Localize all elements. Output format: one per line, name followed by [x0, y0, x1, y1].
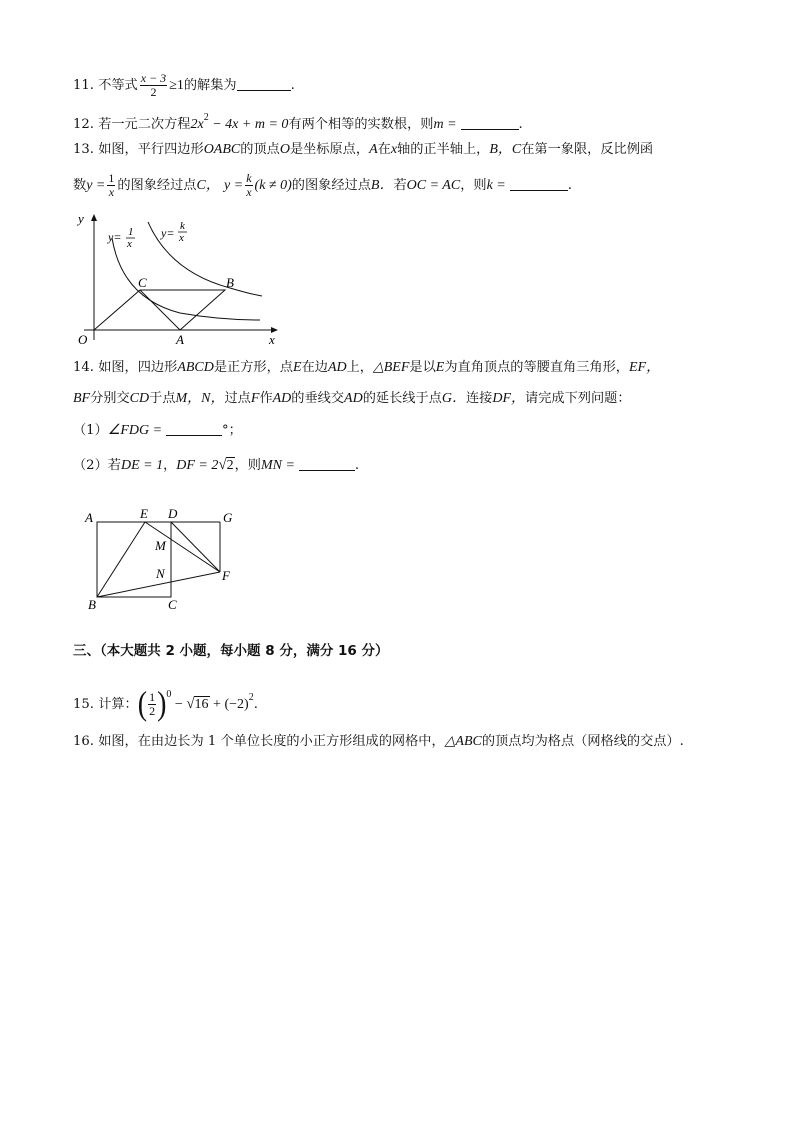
math-label: y = [224, 178, 244, 193]
math-label: MN = [260, 458, 295, 473]
segment-DF [171, 522, 220, 572]
math-term: (−2) [224, 697, 249, 712]
figure-14-square-diagram [80, 505, 250, 615]
math-label: AD [272, 391, 292, 406]
math-label: y = [86, 178, 106, 193]
fraction [140, 72, 167, 99]
fraction-numerator: k [246, 171, 252, 185]
label-D: D [168, 506, 178, 521]
question-14 [73, 359, 660, 377]
label-y: y [78, 211, 84, 226]
fraction [245, 172, 252, 199]
question-text: 是坐标原点， [289, 142, 370, 157]
curve-1-label-den: x [127, 238, 132, 250]
fraction [148, 691, 156, 718]
curve-1-label-num: 1 [128, 226, 134, 238]
period: . [518, 117, 523, 132]
y-axis-arrow [91, 214, 97, 221]
exponent: 0 [166, 689, 172, 700]
label-x: x [269, 332, 275, 347]
question-text: 如图，在由边长为 1 个单位长度的小正方形组成的网格中， [98, 734, 445, 749]
part-number: （2）若 [73, 458, 121, 473]
question-12 [73, 109, 523, 134]
label-G: G [223, 510, 233, 525]
math-label: (k ≠ 0) [254, 178, 292, 193]
label-B: B [88, 597, 96, 612]
question-number: 11. [73, 78, 94, 93]
variable: m = [433, 117, 457, 132]
math-label: OABC [203, 142, 241, 157]
fraction-denominator: 2 [140, 85, 167, 99]
answer-blank[interactable] [237, 76, 291, 91]
question-16 [73, 733, 684, 751]
label-A: A [176, 332, 184, 347]
operator: − [171, 697, 187, 712]
fraction-denominator: x [108, 185, 115, 199]
question-text: 计算： [98, 697, 138, 712]
sqrt-radicand: 16 [194, 697, 209, 712]
math-label: F [250, 391, 260, 406]
sqrt-icon: √ [218, 457, 227, 473]
question-text: 的图象经过点 [117, 178, 197, 193]
segment-CA [140, 290, 180, 330]
square-ABCD [97, 522, 171, 597]
period: . [354, 458, 360, 473]
fraction [107, 172, 115, 199]
question-number: 15. [73, 697, 94, 712]
left-paren: ( [137, 685, 148, 723]
math-label: CD [129, 391, 150, 406]
math-label: k = [486, 178, 506, 193]
math-label: C， [196, 178, 220, 193]
question-number: 12. [73, 117, 94, 132]
question-text: 为直角顶点的等腰直角三角形， [444, 360, 629, 375]
period: . [290, 78, 295, 93]
question-text: 在 [377, 142, 391, 157]
math-label: OC = AC [406, 178, 461, 193]
question-text: ，则 [460, 178, 487, 193]
question-text: 上， [346, 360, 373, 375]
curve-1-label: y= [108, 230, 122, 244]
label-C: C [168, 597, 177, 612]
exponent: 2 [248, 692, 254, 703]
fraction-numerator: 1 [108, 171, 115, 185]
label-A: A [85, 510, 93, 525]
math-label: M，N， [175, 391, 225, 406]
question-number: 14. [73, 360, 94, 375]
sqrt-icon: √ [186, 696, 195, 712]
segment-BE [97, 522, 145, 597]
math-label: ABCD [177, 360, 214, 375]
answer-blank[interactable] [166, 421, 222, 436]
period: . [253, 697, 258, 712]
question-text: 不等式 [98, 78, 138, 93]
label-C: C [138, 275, 147, 290]
math-label: G． [441, 391, 466, 406]
question-text: 连接 [465, 391, 493, 406]
curve-2-label-den: x [179, 232, 184, 244]
question-11 [73, 72, 295, 99]
label-E: E [140, 506, 148, 521]
question-14-part-2 [73, 456, 359, 475]
equation-part: − 4x + m = 0 [208, 117, 289, 132]
period: . [567, 178, 572, 193]
question-text: 如图，四边形 [98, 360, 178, 375]
question-text: 的垂线交 [291, 391, 345, 406]
math-label: AD [327, 360, 347, 375]
question-text: ，则 [234, 458, 261, 473]
question-text: 有两个相等的实数根，则 [288, 117, 434, 132]
fraction-numerator: x − 3 [140, 71, 167, 85]
question-text: 的解集为 [183, 78, 237, 93]
curve-2-label-num: k [180, 220, 185, 232]
question-text: 轴的正半轴上， [397, 142, 490, 157]
question-text: 过点 [224, 391, 251, 406]
question-text: 作 [259, 391, 273, 406]
question-text: 是以 [409, 360, 436, 375]
math-label: B，C [489, 142, 522, 157]
math-label: O [279, 142, 290, 157]
inequality: ≥1 [169, 78, 184, 93]
question-14-part-1 [73, 421, 242, 440]
operator: + [209, 697, 225, 712]
answer-blank[interactable] [461, 115, 519, 130]
math-label: △ABC [444, 734, 482, 749]
answer-blank[interactable] [510, 176, 568, 191]
question-text: 若一元二次方程 [98, 117, 191, 132]
math-label: E [293, 360, 302, 375]
exponent: 2 [203, 112, 209, 123]
fraction-denominator: x [246, 185, 252, 199]
question-14-line-2 [73, 390, 631, 408]
section-3-heading: 三、（本大题共 2 小题，每小题 8 分，满分 16 分） [73, 643, 389, 659]
math-label: ∠FDG = [107, 423, 163, 438]
figure-13-coordinate-diagram [70, 210, 285, 350]
math-label: B． [370, 178, 394, 193]
question-15 [73, 676, 258, 724]
question-text: 的顶点均为格点（网格线的交点）. [481, 734, 684, 749]
question-number: 13. [73, 142, 94, 157]
question-text: 的图象经过点 [291, 178, 371, 193]
question-text: 数 [73, 178, 87, 193]
label-N: N [156, 566, 165, 581]
question-13-line-2 [73, 172, 572, 200]
math-label: AD [344, 391, 363, 406]
curve-2-label: y= [161, 226, 175, 240]
curve-y-1-over-x [112, 238, 260, 320]
question-13 [73, 141, 653, 159]
math-label: △BEF [372, 360, 410, 375]
question-text: 是正方形，点 [213, 360, 293, 375]
math-label: DE = 1 [120, 458, 164, 473]
question-text: 于点 [149, 391, 176, 406]
math-label: DF = 2 [176, 458, 219, 473]
label-M: M [155, 538, 166, 553]
math-label: A [369, 142, 378, 157]
right-paren: ) [157, 685, 167, 723]
fraction-numerator: 1 [149, 690, 156, 704]
equation-part: 2x [190, 117, 204, 132]
math-label: DF， [492, 391, 526, 406]
label-B: B [226, 275, 234, 290]
math-label: E [435, 360, 445, 375]
question-number: 16. [73, 734, 94, 749]
label-O: O [78, 332, 88, 347]
question-text: 如图，平行四边形 [98, 142, 204, 157]
question-text: 在边 [301, 360, 328, 375]
question-text: 分别交 [90, 391, 130, 406]
question-text: ， [163, 458, 177, 473]
sqrt-radicand: 2 [226, 458, 234, 473]
answer-blank[interactable] [299, 456, 355, 471]
math-label: EF， [628, 360, 661, 375]
fraction-denominator: 2 [149, 704, 156, 718]
part-number: （1） [73, 423, 108, 438]
question-text: 在第一象限，反比例函 [521, 142, 654, 157]
question-text: 若 [393, 178, 407, 193]
math-label: x [390, 142, 398, 157]
question-text: 请完成下列问题： [525, 391, 631, 406]
question-text: 的延长线于点 [362, 391, 442, 406]
math-label: BF [73, 391, 91, 406]
label-F: F [222, 568, 230, 583]
question-text: 的顶点 [240, 142, 280, 157]
question-text: °； [222, 423, 242, 438]
